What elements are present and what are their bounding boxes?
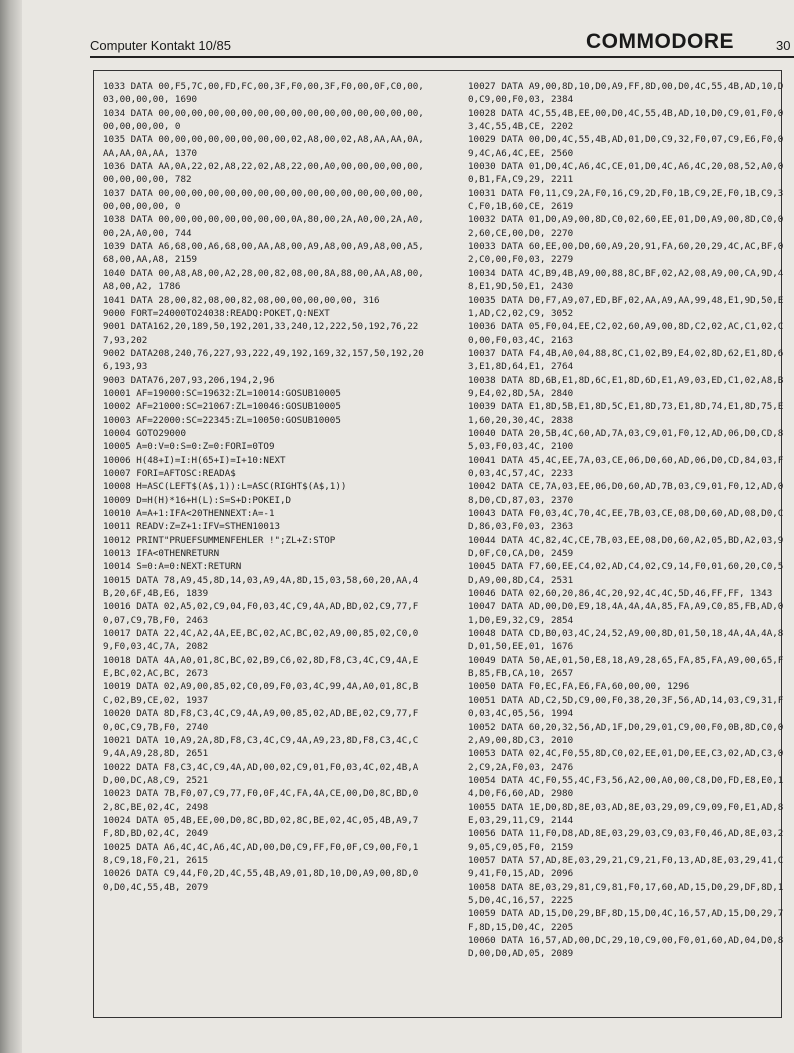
code-line: 10036 DATA 05,F0,04,EE,C2,02,60,A9,00,8D,C2,02,AC,C1,02,C0,00,F0,03,4C, 2163 xyxy=(468,321,784,346)
code-line: 10033 DATA 60,EE,00,D0,60,A9,20,91,FA,60,20,29,4C,AC,BF,02,C0,00,F0,03, 2279 xyxy=(468,241,784,266)
code-line: 10047 DATA AD,00,D0,E9,18,4A,4A,4A,85,FA,A9,C0,85,FB,AD,01,D0,E9,32,C9, 2854 xyxy=(468,601,784,626)
code-line: 10007 FORI=AFTOSC:READA$ xyxy=(103,467,236,479)
header-rule xyxy=(90,56,794,58)
code-line: 1036 DATA AA,0A,22,02,A8,22,02,A8,22,00,A0,00,00,00,00,00,00,00,00,00, 782 xyxy=(103,161,424,186)
code-line: 10040 DATA 20,5B,4C,60,AD,7A,03,C9,01,F0,12,AD,06,D0,CD,85,03,F0,03,4C, 2100 xyxy=(468,427,784,453)
code-line: 10028 DATA 4C,55,4B,EE,00,D0,4C,55,4B,AD,10,D0,C9,01,F0,03,4C,55,4B,CE, 2202 xyxy=(468,107,784,133)
code-line: 10015 DATA 78,A9,45,8D,14,03,A9,4A,8D,15,03,58,60,20,AA,4B,20,6F,4B,E6, 1839 xyxy=(103,574,419,600)
binding-shadow xyxy=(0,0,22,1053)
code-line: 1037 DATA 00,00,00,00,00,00,00,00,00,00,00,00,00,00,00,00,00,00,00,00, 0 xyxy=(103,187,424,213)
code-line: 1040 DATA 00,A8,A8,00,A2,28,00,82,08,00,8A,88,00,AA,A8,00,A8,00,A2, 1786 xyxy=(103,267,424,293)
code-line: 10029 DATA 00,D0,4C,55,4B,AD,01,D0,C9,32,F0,07,C9,E6,F0,09,4C,A6,4C,EE, 2560 xyxy=(468,134,784,159)
code-line: 10038 DATA 8D,6B,E1,8D,6C,E1,8D,6D,E1,A9,03,ED,C1,02,A8,B9,E4,02,8D,5A, 2840 xyxy=(468,374,784,399)
code-line: 1038 DATA 00,00,00,00,00,00,00,00,0A,80,00,2A,A0,00,2A,A0,00,2A,A0,00, 744 xyxy=(103,214,424,239)
code-line: 9002 DATA208,240,76,227,93,222,49,192,169,32,157,50,192,206,193,93 xyxy=(103,347,424,373)
code-line: 10014 S=0:A=0:NEXT:RETURN xyxy=(103,561,242,573)
code-line: 10018 DATA 4A,A0,01,8C,BC,02,B9,C6,02,8D,F8,C3,4C,C9,4A,EE,BC,02,AC,BC, 2673 xyxy=(103,654,419,680)
code-line: 1039 DATA A6,68,00,A6,68,00,AA,A8,00,A9,A8,00,A9,A8,00,A5,68,00,AA,A8, 2159 xyxy=(103,241,424,266)
code-line: 10031 DATA F0,11,C9,2A,F0,16,C9,2D,F0,1B,C9,2E,F0,1B,C9,3C,F0,1B,60,CE, 2619 xyxy=(468,187,784,213)
code-line: 1033 DATA 00,F5,7C,00,FD,FC,00,3F,F0,00,3F,F0,00,0F,C0,00,03,00,00,00, 1690 xyxy=(103,81,424,106)
code-line: 10056 DATA 11,F0,D8,AD,8E,03,29,03,C9,03,F0,46,AD,8E,03,29,05,C9,05,F0, 2159 xyxy=(468,828,784,853)
code-line: 10011 READV:Z=Z+1:IFV=STHEN10013 xyxy=(103,521,281,533)
code-line: 10026 DATA C9,44,F0,2D,4C,55,4B,A9,01,8D,10,D0,A9,00,8D,00,D0,4C,55,4B, 2079 xyxy=(103,868,419,893)
code-line: 1035 DATA 00,00,00,00,00,00,00,00,02,A8,00,02,A8,AA,AA,0A,AA,AA,0A,AA, 1370 xyxy=(103,134,424,159)
code-line: 10020 DATA 8D,F8,C3,4C,C9,4A,A9,00,85,02,AD,BE,02,C9,77,F0,0C,C9,7B,F0, 2740 xyxy=(103,708,419,733)
code-line: 10052 DATA 60,20,32,56,AD,1F,D0,29,01,C9,00,F0,0B,8D,C0,02,A9,00,8D,C3, 2010 xyxy=(468,721,784,746)
page-number: 30 xyxy=(776,38,791,53)
code-line: 10058 DATA 8E,03,29,81,C9,81,F0,17,60,AD,15,D0,29,DF,8D,15,D0,4C,16,57, 2225 xyxy=(468,881,784,906)
code-line: 10032 DATA 01,D0,A9,00,8D,C0,02,60,EE,01,D0,A9,00,8D,C0,02,60,CE,00,D0, 2270 xyxy=(468,214,784,239)
code-line: 10021 DATA 10,A9,2A,8D,F8,C3,4C,C9,4A,A9,23,8D,F8,C3,4C,C9,4A,A9,28,8D, 2651 xyxy=(103,734,419,760)
code-line: 10002 AF=21000:SC=21067:ZL=10046:GOSUB10005 xyxy=(103,401,341,413)
code-line: 10010 A=A+1:IFA<20THENNEXT:A=-1 xyxy=(103,508,275,519)
code-line: 10012 PRINT"PRUEFSUMMENFEHLER !";ZL+Z:STOP xyxy=(103,534,336,546)
code-line: 10019 DATA 02,A9,00,85,02,C0,09,F0,03,4C,99,4A,A0,01,8C,BC,02,B9,CE,02, 1937 xyxy=(103,681,419,706)
code-line: 10051 DATA AD,C2,5D,C9,00,F0,38,20,3F,56,AD,14,03,C9,31,F0,03,4C,05,56, 1994 xyxy=(468,694,784,720)
code-line: 10041 DATA 45,4C,EE,7A,03,CE,06,D0,60,AD,06,D0,CD,84,03,F0,03,4C,57,4C, 2233 xyxy=(468,454,784,479)
code-line: 10053 DATA 02,4C,F0,55,8D,C0,02,EE,01,D0,EE,C3,02,AD,C3,02,C9,2A,F0,03, 2476 xyxy=(468,748,784,773)
code-line: 10034 DATA 4C,B9,4B,A9,00,88,8C,BF,02,A2,08,A9,00,CA,9D,48,E1,9D,50,E1, 2430 xyxy=(468,267,784,293)
code-line: 10044 DATA 4C,82,4C,CE,7B,03,EE,08,D0,60,A2,05,BD,A2,03,9D,0F,C0,CA,D0, 2459 xyxy=(468,534,784,560)
code-line: 10048 DATA CD,B0,03,4C,24,52,A9,00,8D,01,50,18,4A,4A,4A,8D,01,50,EE,01, 1676 xyxy=(468,628,784,653)
code-line: 1041 DATA 28,00,82,08,00,82,08,00,00,00,00,00, 316 xyxy=(103,294,380,306)
code-line: 10059 DATA AD,15,D0,29,BF,8D,15,D0,4C,16,57,AD,15,D0,29,7F,8D,15,D0,4C, 2205 xyxy=(468,908,784,933)
listing-column-left xyxy=(103,80,428,894)
code-line: 10060 DATA 16,57,AD,00,DC,29,10,C9,00,F0,01,60,AD,04,D0,8D,00,D0,AD,05, 2089 xyxy=(468,935,784,960)
code-line: 10005 A=0:V=0:S=0:Z=0:FORI=0TO9 xyxy=(103,441,275,453)
code-line: 10022 DATA F8,C3,4C,C9,4A,AD,00,02,C9,01,F0,03,4C,02,4B,AD,00,DC,A8,C9, 2521 xyxy=(103,761,419,786)
code-line: 10042 DATA CE,7A,03,EE,06,D0,60,AD,7B,03,C9,01,F0,12,AD,08,D0,CD,87,03, 2370 xyxy=(468,481,784,506)
code-line: 10046 DATA 02,60,20,86,4C,20,92,4C,4C,5D,46,FF,FF, 1343 xyxy=(468,588,773,600)
code-line: 10023 DATA 7B,F0,07,C9,77,F0,0F,4C,FA,4A,CE,00,D0,8C,BD,02,8C,BE,02,4C, 2498 xyxy=(103,788,419,813)
code-line: 10001 AF=19000:SC=19632:ZL=10014:GOSUB10005 xyxy=(103,387,341,399)
code-line: 10004 GOTO29000 xyxy=(103,427,186,439)
code-line: 10003 AF=22000:SC=22345:ZL=10050:GOSUB10005 xyxy=(103,414,341,426)
section-brand: COMMODORE xyxy=(586,30,734,53)
code-line: 10009 D=H(H)*16+H(L):S=S+D:POKEI,D xyxy=(103,494,292,506)
code-line: 1034 DATA 00,00,00,00,00,00,00,00,00,00,00,00,00,00,00,00,00,00,00,00, 0 xyxy=(103,107,424,133)
code-line: 10057 DATA 57,AD,8E,03,29,21,C9,21,F0,13,AD,8E,03,29,41,C9,41,F0,15,AD, 2096 xyxy=(468,854,784,880)
code-line: 10035 DATA D0,F7,A9,07,ED,BF,02,AA,A9,AA,99,48,E1,9D,50,E1,AD,C2,02,C9, 3052 xyxy=(468,294,784,319)
code-line: 10008 H=ASC(LEFT$(A$,1)):L=ASC(RIGHT$(A$,1)) xyxy=(103,481,347,493)
code-line: 10025 DATA A6,4C,4C,A6,4C,AD,00,D0,C9,FF,F0,0F,C9,00,F0,18,C9,18,F0,21, 2615 xyxy=(103,841,419,866)
magazine-title: Computer Kontakt 10/85 xyxy=(90,38,231,53)
page-header xyxy=(90,28,794,58)
code-line: 10043 DATA F0,03,4C,70,4C,EE,7B,03,CE,08,D0,60,AD,08,D0,CD,86,03,F0,03, 2363 xyxy=(468,508,784,533)
code-line: 10049 DATA 50,AE,01,50,E8,18,A9,28,65,FA,85,FA,A9,00,65,FB,85,FB,CA,10, 2657 xyxy=(468,654,784,680)
code-line: 10006 H(48+I)=I:H(65+I)=I+10:NEXT xyxy=(103,454,286,466)
code-line: 10045 DATA F7,60,EE,C4,02,AD,C4,02,C9,14,F0,01,60,20,C0,5D,A9,00,8D,C4, 2531 xyxy=(468,561,784,586)
code-line: 10024 DATA 05,4B,EE,00,D0,8C,BD,02,8C,BE,02,4C,05,4B,A9,7F,8D,BD,02,4C, 2049 xyxy=(103,814,419,840)
code-line: 10050 DATA F0,EC,FA,E6,FA,60,00,00, 1296 xyxy=(468,681,690,693)
code-line: 10027 DATA A9,00,8D,10,D0,A9,FF,8D,00,D0,4C,55,4B,AD,10,D0,C9,00,F0,03, 2384 xyxy=(468,81,784,106)
code-line: 10030 DATA 01,D0,4C,A6,4C,CE,01,D0,4C,A6,4C,20,08,52,A0,00,B1,FA,C9,29, 2211 xyxy=(468,161,784,186)
code-line: 9001 DATA162,20,189,50,192,201,33,240,12,222,50,192,76,227,93,202 xyxy=(103,321,419,346)
code-line: 10017 DATA 22,4C,A2,4A,EE,BC,02,AC,BC,02,A9,00,85,02,C0,09,F0,03,4C,7A, 2082 xyxy=(103,628,419,653)
code-line: 10037 DATA F4,4B,A0,04,88,8C,C1,02,B9,E4,02,8D,62,E1,8D,63,E1,8D,64,E1, 2764 xyxy=(468,347,784,373)
code-line: 9003 DATA76,207,93,206,194,2,96 xyxy=(103,374,275,386)
code-line: 10016 DATA 02,A5,02,C9,04,F0,03,4C,C9,4A,AD,BD,02,C9,77,F0,07,C9,7B,F0, 2463 xyxy=(103,601,419,626)
code-line: 10013 IFA<0THENRETURN xyxy=(103,548,220,560)
code-line: 9000 FORT=24000TO24038:READQ:POKET,Q:NEXT xyxy=(103,307,330,319)
code-line: 10055 DATA 1E,D0,8D,8E,03,AD,8E,03,29,09,C9,09,F0,E1,AD,8E,03,29,11,C9, 2144 xyxy=(468,801,784,826)
code-line: 10054 DATA 4C,F0,55,4C,F3,56,A2,00,A0,00,C8,D0,FD,E8,E0,14,D0,F6,60,AD, 2980 xyxy=(468,774,784,800)
listing-column-right xyxy=(468,80,784,961)
code-line: 10039 DATA E1,8D,5B,E1,8D,5C,E1,8D,73,E1,8D,74,E1,8D,75,E1,60,20,30,4C, 2838 xyxy=(468,401,784,426)
